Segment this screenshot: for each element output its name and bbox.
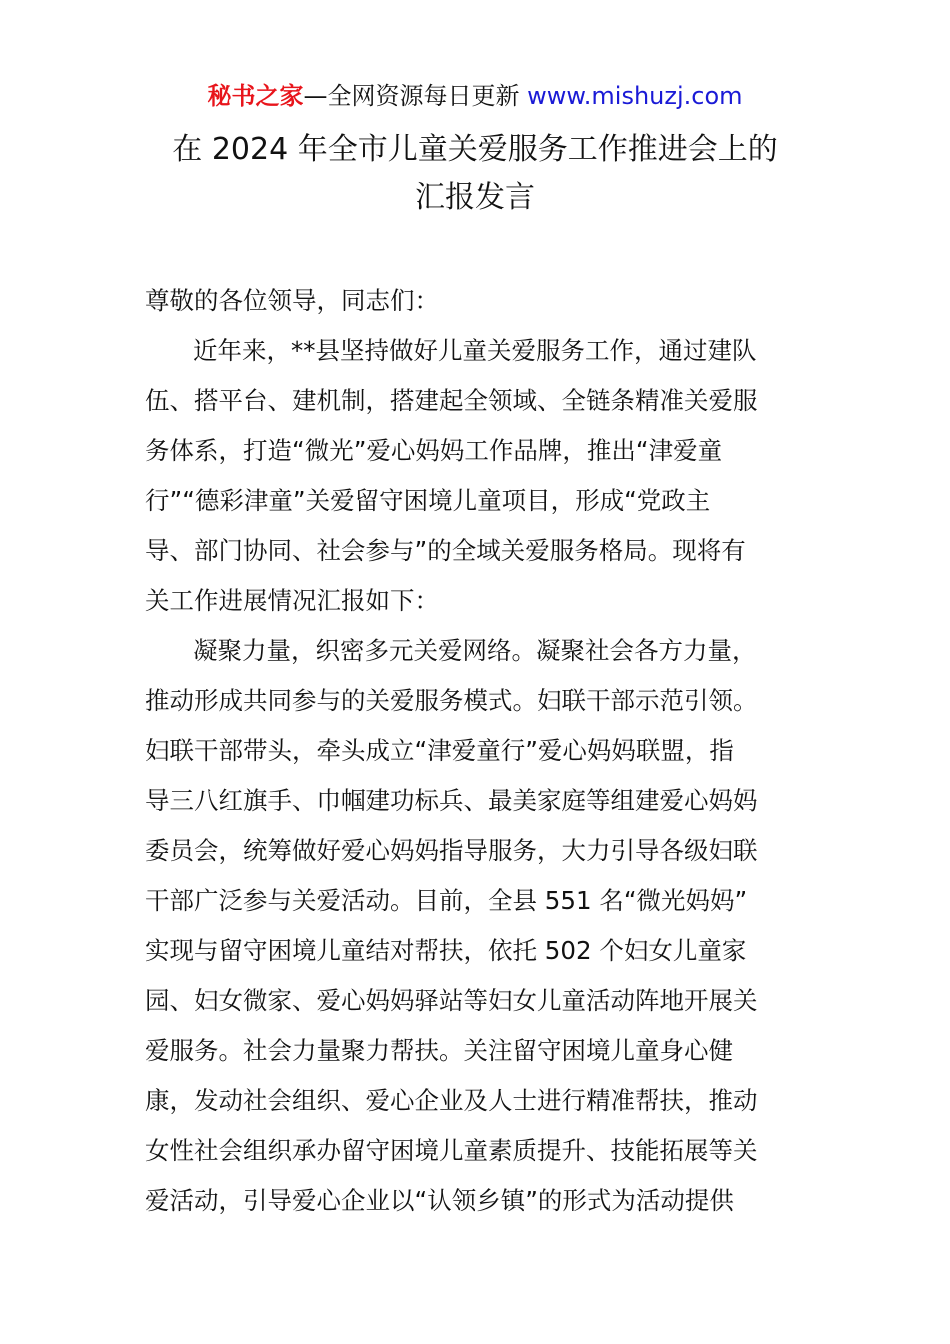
brand-name: 秘书之家 [207,82,304,110]
paragraph-line: 园、妇女微家、爱心妈妈驿站等妇女儿童活动阵地开展关 [145,986,758,1015]
document-title [0,126,950,222]
paragraph-line: 女性社会组织承办留守困境儿童素质提升、技能拓展等关 [145,1136,758,1165]
document-body [145,276,810,1226]
paragraph-line: 凝聚力量，织密多元关爱网络。凝聚社会各方力量， [193,636,757,665]
title-line-1: 在 2024 年全市儿童关爱服务工作推进会上的 [172,132,778,167]
paragraph-line: 爱服务。社会力量聚力帮扶。关注留守困境儿童身心健 [145,1036,733,1065]
paragraph-line: 委员会，统筹做好爱心妈妈指导服务，大力引导各级妇联 [145,836,758,865]
paragraph-line: 实现与留守困境儿童结对帮扶，依托 502 个妇女儿童家 [145,936,747,965]
paragraph-line: 康，发动社会组织、爱心企业及人士进行精准帮扶，推动 [145,1086,758,1115]
title-line-2: 汇报发言 [415,180,535,215]
paragraph-line: 关工作进展情况汇报如下： [145,586,439,615]
paragraph-line: 近年来，**县坚持做好儿童关爱服务工作，通过建队 [193,336,757,365]
paragraph-line: 妇联干部带头，牵头成立“津爱童行”爱心妈妈联盟，指 [145,736,734,765]
site-url-link[interactable]: www.mishuzj.com [527,82,743,110]
paragraph-line: 干部广泛参与关爱活动。目前，全县 551 名“微光妈妈” [145,886,748,915]
paragraph-line: 爱活动，引导爱心企业以“认领乡镇”的形式为活动提供 [145,1186,734,1215]
paragraph-line: 务体系，打造“微光”爱心妈妈工作品牌，推出“津爱童 [145,436,723,465]
paragraph-line: 导、部门协同、社会参与”的全域关爱服务格局。现将有 [145,536,746,565]
paragraph-line: 伍、搭平台、建机制，搭建起全领域、全链条精准关爱服 [145,386,758,415]
paragraph-line: 推动形成共同参与的关爱服务模式。妇联干部示范引领。 [145,686,758,715]
header-tagline: —全网资源每日更新 [303,82,528,110]
paragraph-line: 导三八红旗手、巾帼建功标兵、最美家庭等组建爱心妈妈 [145,786,758,815]
site-header [0,80,950,112]
salutation: 尊敬的各位领导，同志们： [145,286,439,315]
paragraph-line: 行”“德彩津童”关爱留守困境儿童项目，形成“党政主 [145,486,711,515]
